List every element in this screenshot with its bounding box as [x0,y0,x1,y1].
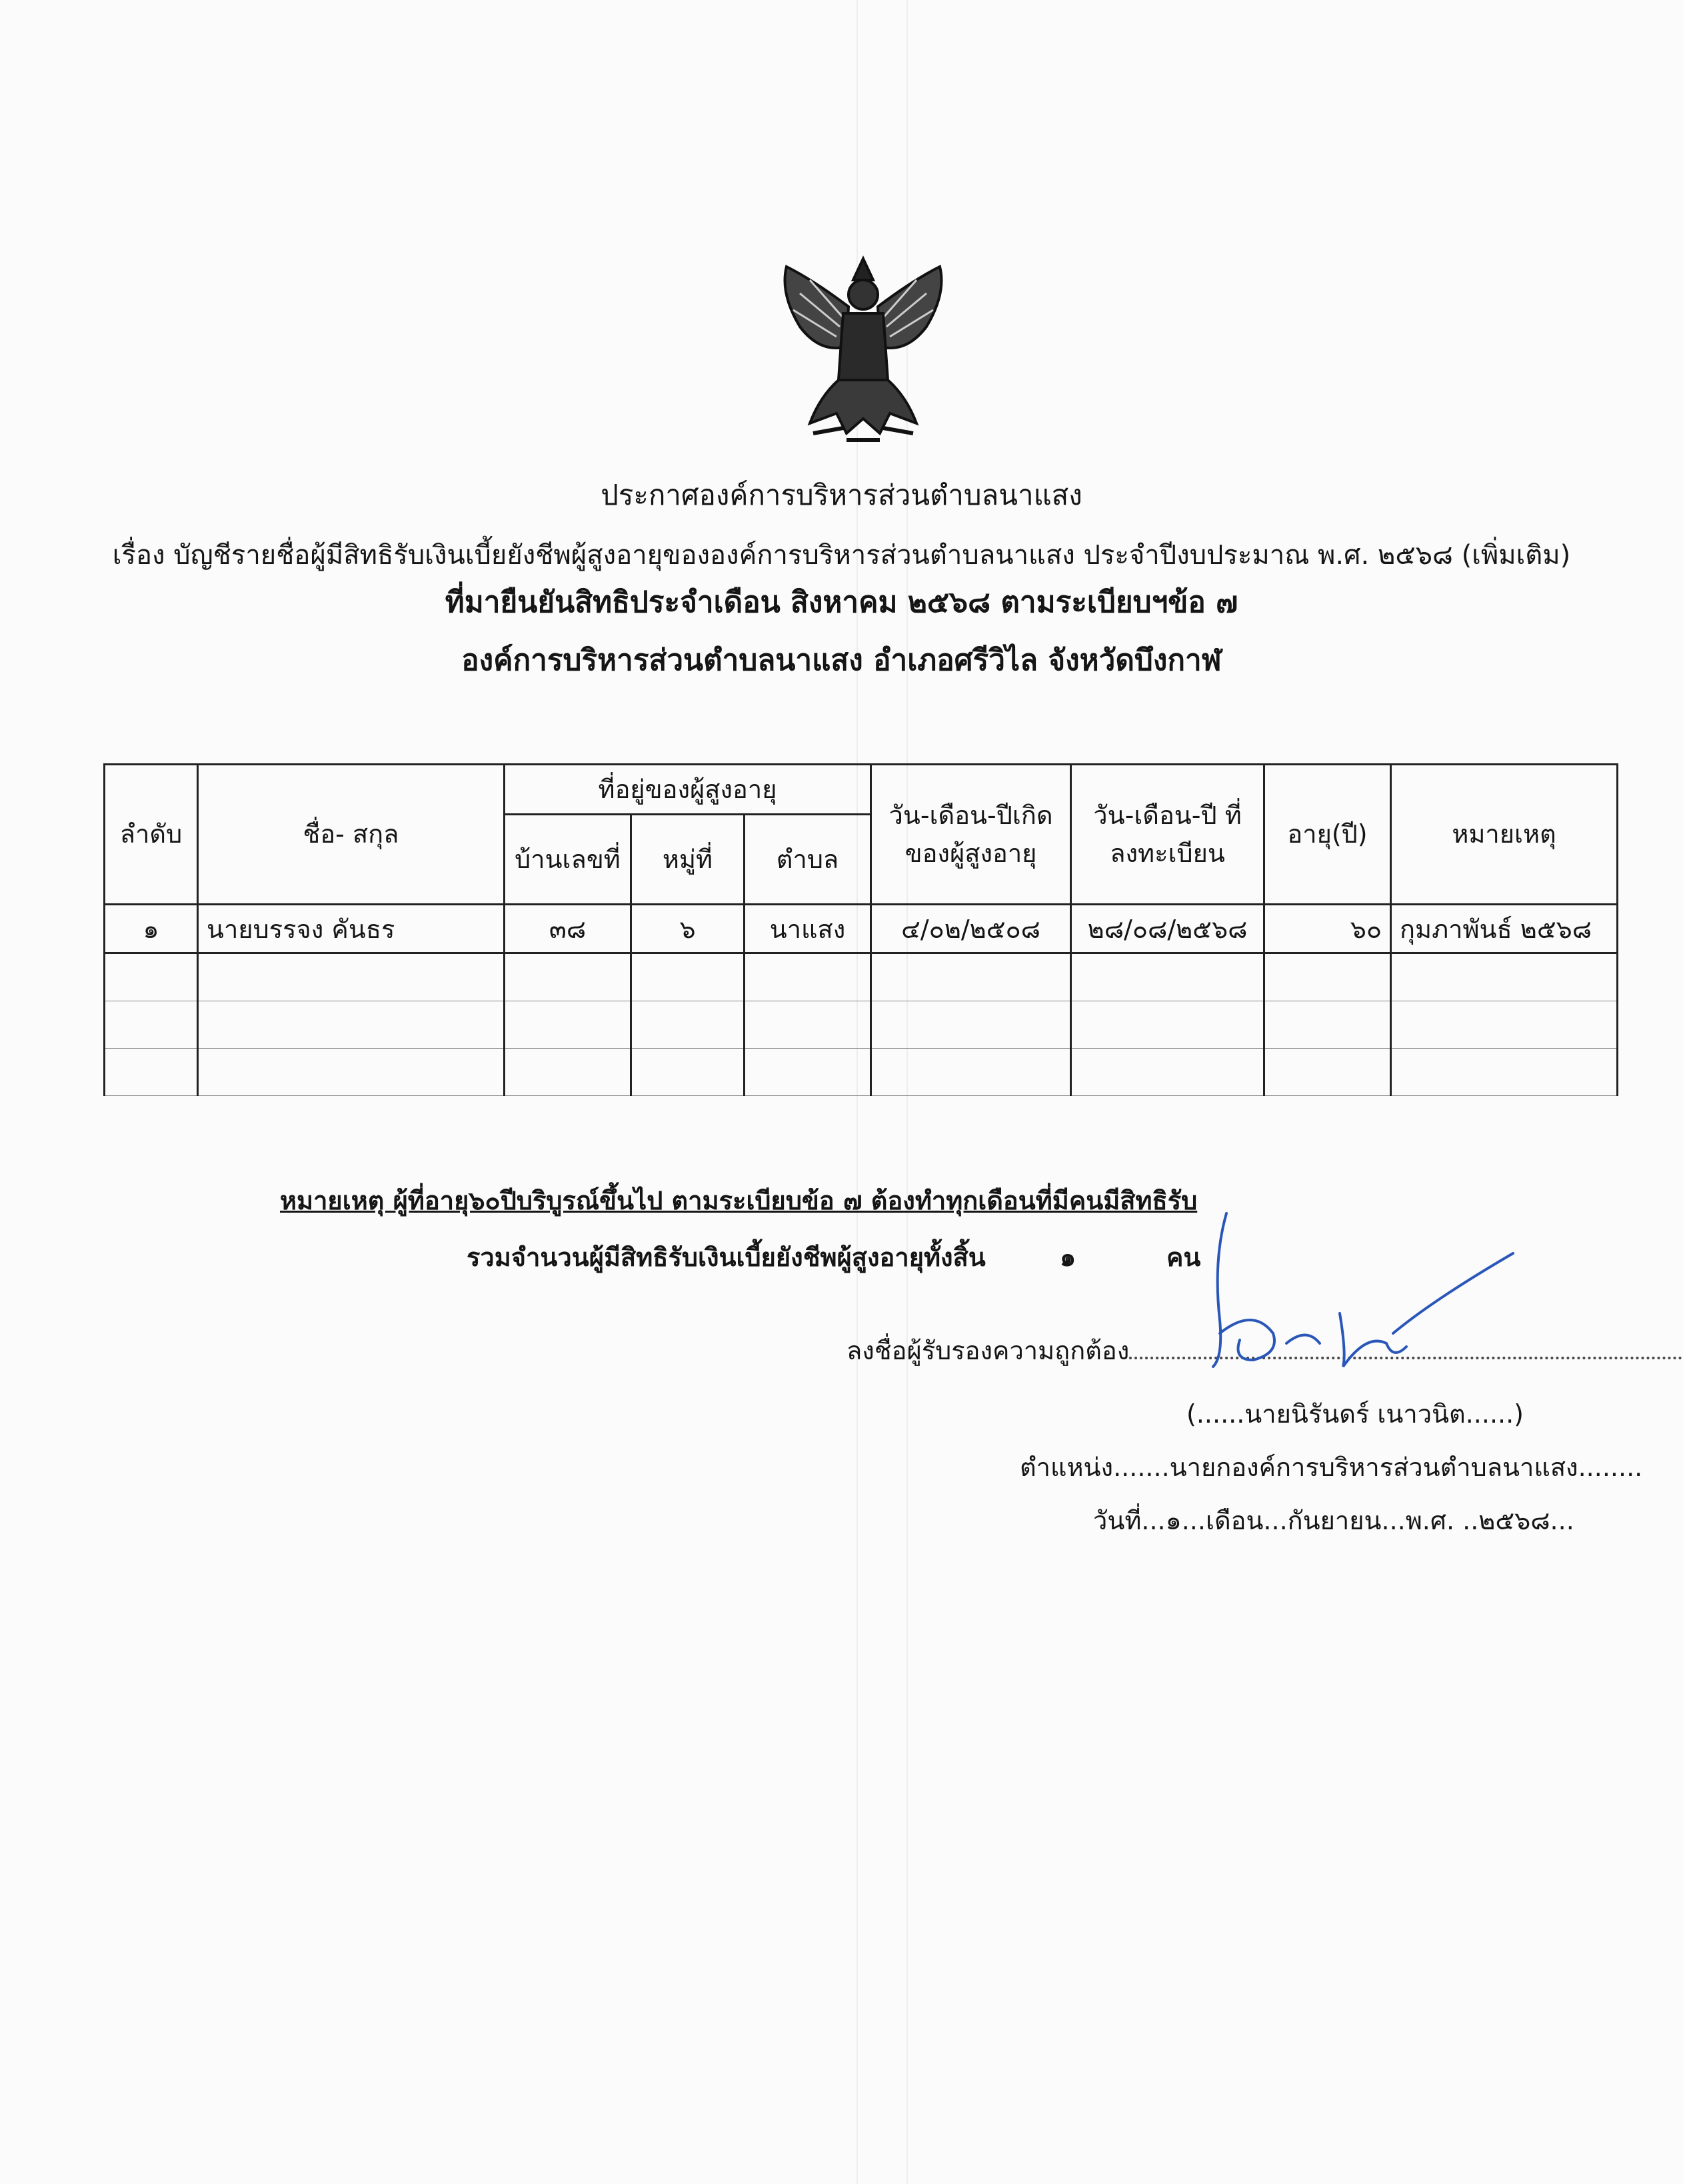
col-header-address-group: ที่อยู่ของผู้สูงอายุ [505,765,871,815]
cell-moo: ๖ [631,905,745,953]
garuda-emblem-icon [773,253,953,453]
signature-label: ลงชื่อผู้รับรองความถูกต้อง [846,1336,1130,1365]
cell-dob: ๔/๐๒/๒๕๐๘ [871,905,1071,953]
col-header-remark: หมายเหตุ [1391,765,1618,905]
signed-date: วันที่...๑...เดือน...กันยายน...พ.ศ. ..๒๕๖๘... [1093,1506,1574,1535]
table-row-empty [105,1001,1618,1049]
announcement-subject: เรื่อง บัญชีรายชื่อผู้มีสิทธิรับเงินเบี้ยยังชีพผู้สูงอายุขององค์การบริหารส่วนตำบลนาแสง ประจำปีงบประมาณ พ.ศ. ๒๕๖๘ (เพิ่มเติม) [112,540,1571,571]
col-header-no: ลำดับ [105,765,198,905]
cell-no: ๑ [105,905,198,953]
cell-age: ๖๐ [1264,905,1391,953]
col-header-moo: หมู่ที่ [631,815,745,905]
col-header-dob-line1: วัน-เดือน-ปีเกิด [888,800,1053,830]
signer-position: ตำแหน่ง.......นายกองค์การบริหารส่วนตำบลนาแสง........ [1020,1453,1643,1482]
col-header-age: อายุ(ปี) [1264,765,1391,905]
col-header-dob [871,765,1071,905]
table-row [105,905,1618,953]
confirmation-month: ที่มายืนยันสิทธิประจำเดือน สิงหาคม ๒๕๖๘ ตามระเบียบฯข้อ ๗ [445,585,1238,619]
table-row-empty [105,953,1618,1001]
col-header-house-no: บ้านเลขที่ [505,815,631,905]
total-line [467,1237,1201,1277]
col-header-name: ชื่อ- สกุล [198,765,505,905]
cell-reg-date: ๒๘/๐๘/๒๕๖๘ [1071,905,1264,953]
col-header-reg-line2: ลงทะเบียน [1110,838,1225,868]
signer-name: (......นายนิรันดร์ เนาวนิต......) [1186,1399,1524,1429]
total-unit: คน [1166,1243,1201,1272]
handwritten-signature-icon [1193,1200,1526,1387]
total-count: ๑ [1060,1243,1076,1272]
organization-location: องค์การบริหารส่วนตำบลนาแสง อำเภอศรีวิไล จังหวัดบึงกาฬ [461,643,1222,677]
cell-house-no: ๓๘ [505,905,631,953]
col-header-reg-line1: วัน-เดือน-ปี ที่ [1093,800,1242,830]
announcement-title: ประกาศองค์การบริหารส่วนตำบลนาแสง [601,479,1082,511]
table-row-empty [105,1049,1618,1096]
col-header-tambon: ตำบล [745,815,871,905]
col-header-dob-line2: ของผู้สูงอายุ [904,838,1037,868]
cell-tambon: นาแสง [745,905,871,953]
total-label: รวมจำนวนผู้มีสิทธิรับเงินเบี้ยยังชีพผู้สูงอายุทั้งสิ้น [467,1243,986,1272]
col-header-reg-date [1071,765,1264,905]
elderly-allowance-table [103,763,1618,1096]
cell-remark: กุมภาพันธ์ ๒๕๖๘ [1391,905,1618,953]
cell-name: นายบรรจง คันธร [198,905,505,953]
footnote: หมายเหตุ ผู้ที่อายุ๖๐ปีบริบูรณ์ขึ้นไป ตามระเบียบข้อ ๗ ต้องทำทุกเดือนที่มีคนมีสิทธิรับ [280,1186,1198,1215]
